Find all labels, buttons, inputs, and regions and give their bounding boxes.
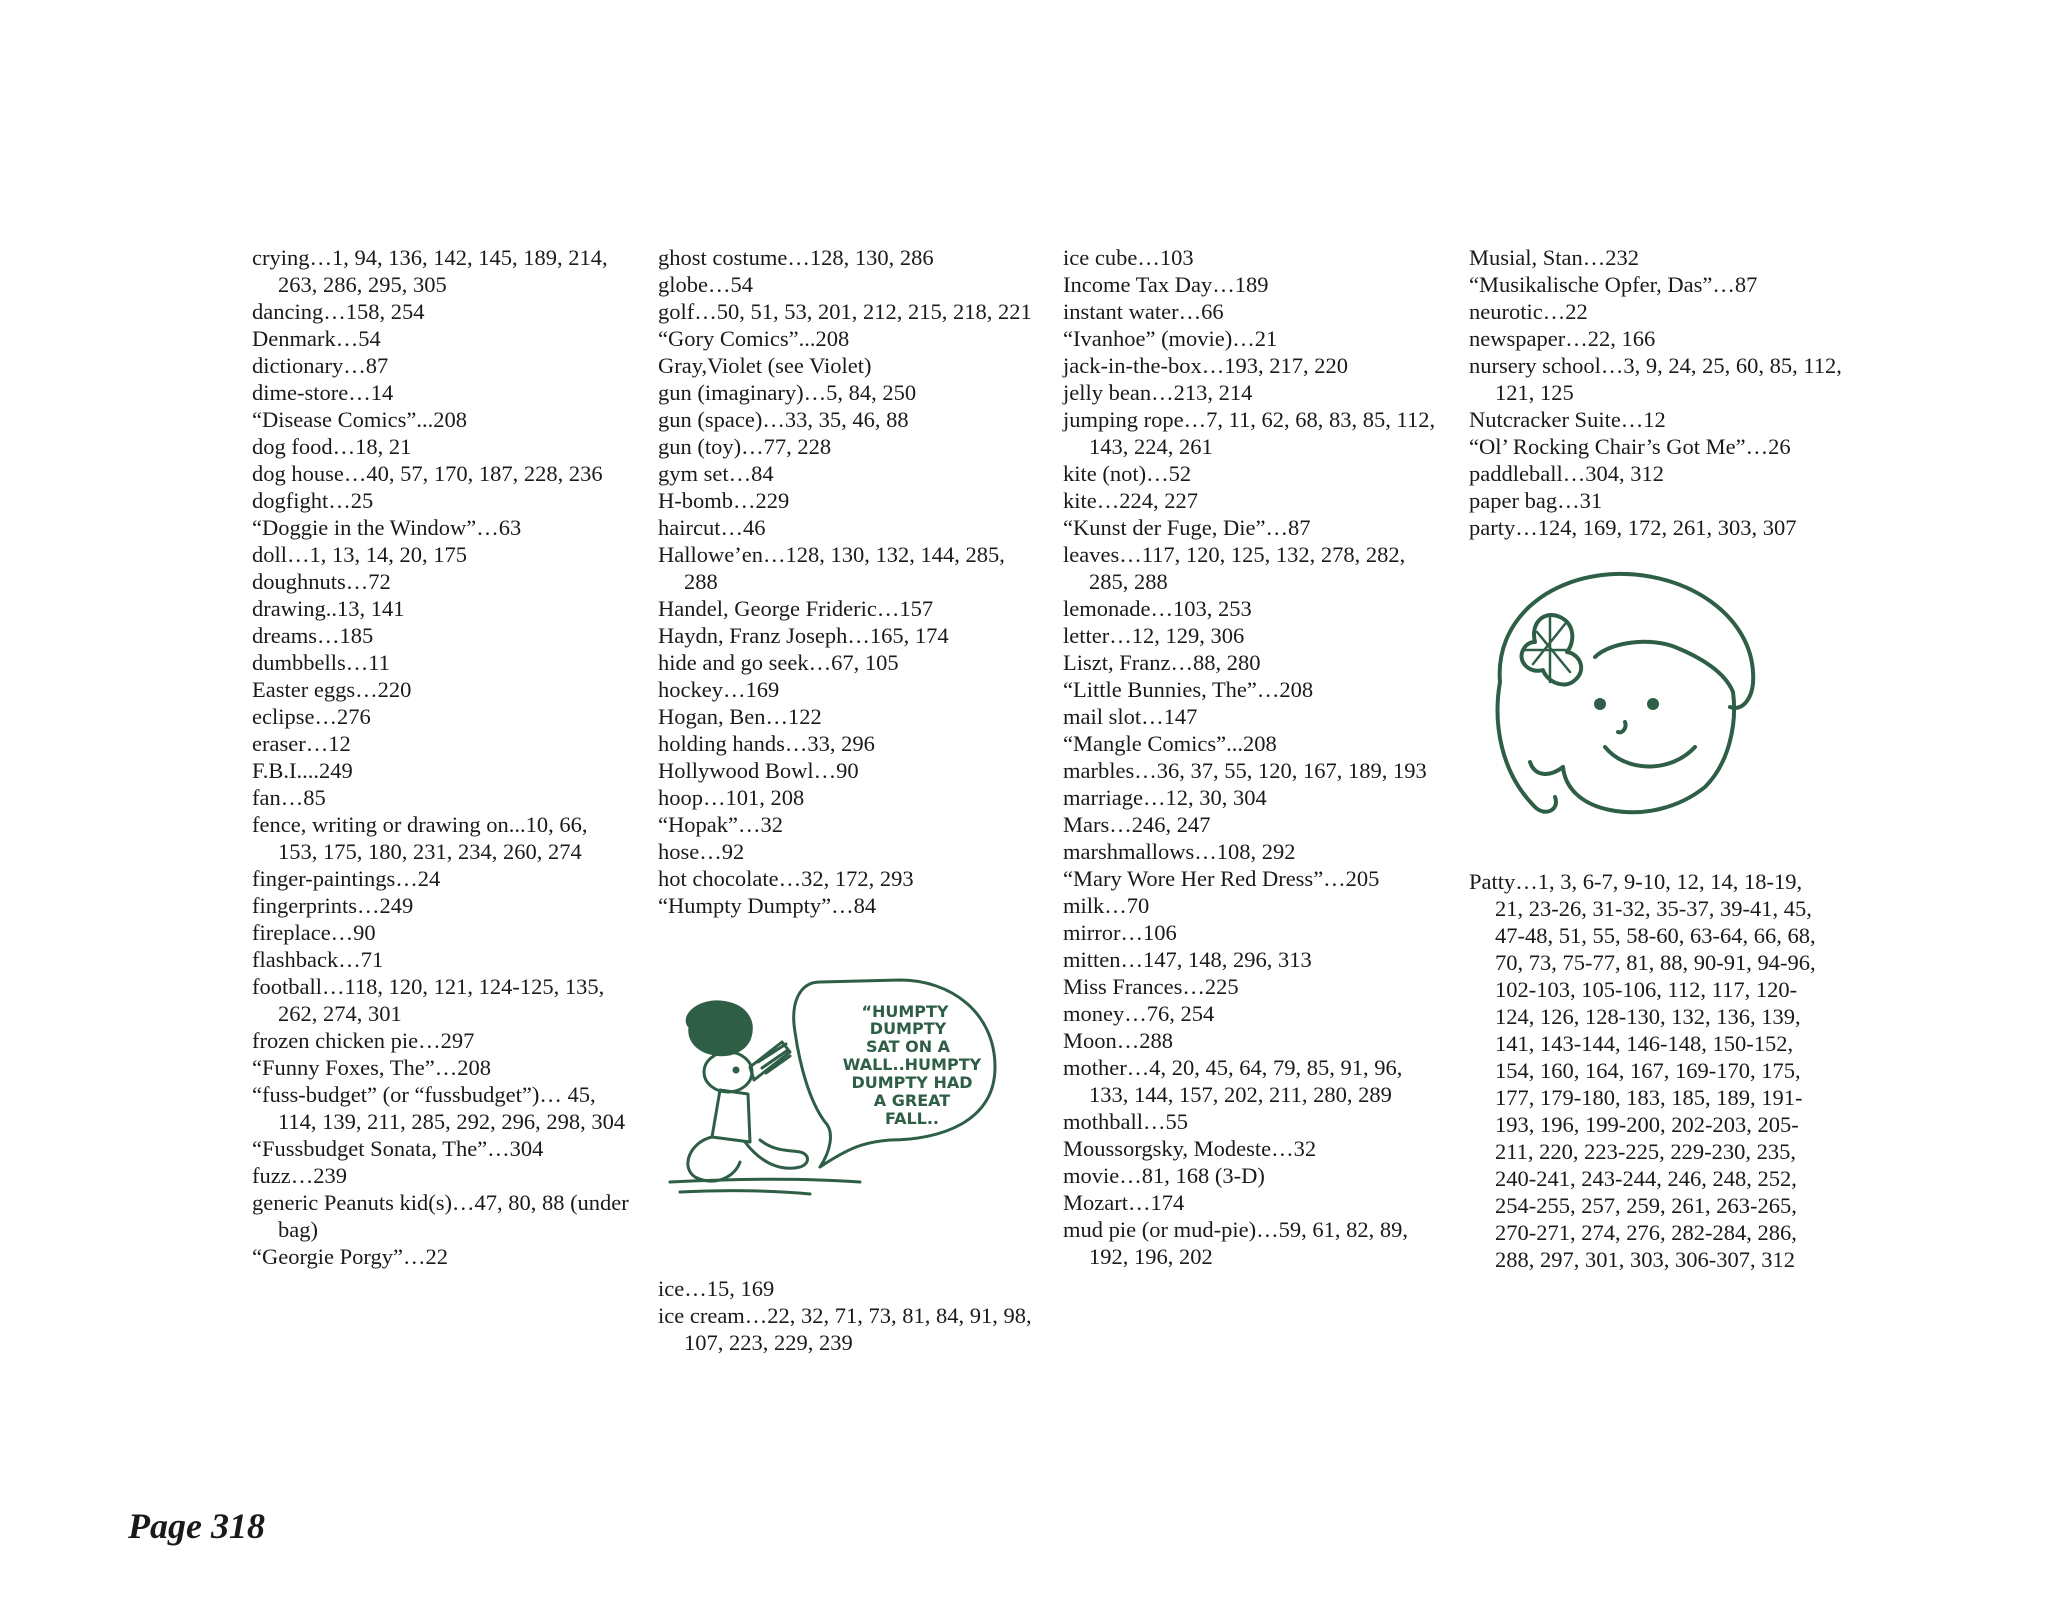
index-entry: Liszt, Franz…88, 280 <box>1063 650 1261 675</box>
index-entry: “Ol’ Rocking Chair’s Got Me”…26 <box>1469 434 1791 459</box>
index-entry: “Disease Comics”...208 <box>252 407 467 432</box>
index-column-2-continued <box>658 1275 1038 1356</box>
index-entry: dog food…18, 21 <box>252 434 412 459</box>
index-entry: Income Tax Day…189 <box>1063 272 1269 297</box>
balloon-line: DUMPTY HAD <box>851 1073 973 1092</box>
index-entry: Denmark…54 <box>252 326 381 351</box>
index-entry: movie…81, 168 (3-D) <box>1063 1163 1265 1188</box>
index-entry: finger-paintings…24 <box>252 866 441 891</box>
index-entry: fingerprints…249 <box>252 893 414 918</box>
index-entry: dumbbells…11 <box>252 650 390 675</box>
balloon-line: WALL..HUMPTY <box>842 1055 982 1074</box>
index-entry: “Ivanhoe” (movie)…21 <box>1063 326 1278 351</box>
index-entry: paddleball…304, 312 <box>1469 461 1664 486</box>
page-number: Page 318 <box>128 1506 265 1546</box>
index-entry: haircut…46 <box>658 515 766 540</box>
index-entry: “fuss-budget” (or “fussbudget”)… 45, 114, 139, 211, 285, 292, 296, 298, 304 <box>252 1082 626 1134</box>
index-entry: flashback…71 <box>252 947 384 972</box>
index-entry: ice…15, 169 <box>658 1276 775 1301</box>
index-entry: globe…54 <box>658 272 753 297</box>
index-entry: fan…85 <box>252 785 326 810</box>
index-entry: “Georgie Porgy”…22 <box>252 1244 449 1269</box>
index-entry: dictionary…87 <box>252 353 389 378</box>
index-entry: eraser…12 <box>252 731 351 756</box>
index-entry: generic Peanuts kid(s)…47, 80, 88 (under bag) <box>252 1190 629 1242</box>
index-entry: Moussorgsky, Modeste…32 <box>1063 1136 1317 1161</box>
index-entry: Handel, George Frideric…157 <box>658 596 934 621</box>
index-entry: Mozart…174 <box>1063 1190 1185 1215</box>
index-entry: eclipse…276 <box>252 704 371 729</box>
index-entry: Hollywood Bowl…90 <box>658 758 859 783</box>
index-entry: hide and go seek…67, 105 <box>658 650 899 675</box>
index-entry: jumping rope…7, 11, 62, 68, 83, 85, 112, 143, 224, 261 <box>1063 407 1436 459</box>
index-entry: instant water…66 <box>1063 299 1224 324</box>
index-entry: dancing…158, 254 <box>252 299 425 324</box>
index-entry: Nutcracker Suite…12 <box>1469 407 1666 432</box>
index-entry: Easter eggs…220 <box>252 677 412 702</box>
index-entry: hoop…101, 208 <box>658 785 805 810</box>
index-entry: hockey…169 <box>658 677 780 702</box>
index-entry: kite…224, 227 <box>1063 488 1198 513</box>
index-entry: golf…50, 51, 53, 201, 212, 215, 218, 221 <box>658 299 1032 324</box>
index-entry: Haydn, Franz Joseph…165, 174 <box>658 623 949 648</box>
index-column-4 <box>1469 244 1849 541</box>
index-entry: newspaper…22, 166 <box>1469 326 1656 351</box>
index-entry: milk…70 <box>1063 893 1150 918</box>
index-entry: drawing..13, 141 <box>252 596 405 621</box>
index-entry: “Little Bunnies, The”…208 <box>1063 677 1314 702</box>
index-entry: Musial, Stan…232 <box>1469 245 1640 270</box>
index-entry: mirror…106 <box>1063 920 1177 945</box>
index-entry: frozen chicken pie…297 <box>252 1028 475 1053</box>
index-entry: paper bag…31 <box>1469 488 1603 513</box>
index-entry: party…124, 169, 172, 261, 303, 307 <box>1469 515 1797 540</box>
patty-face-illustration <box>1475 562 1775 822</box>
balloon-line: DUMPTY <box>869 1019 947 1038</box>
index-entry: doll…1, 13, 14, 20, 175 <box>252 542 468 567</box>
index-entry: Gray,Violet (see Violet) <box>658 353 872 378</box>
index-column-4-continued <box>1469 868 1829 1273</box>
index-entry: fence, writing or drawing on...10, 66, 153, 175, 180, 231, 234, 260, 274 <box>252 812 588 864</box>
balloon-line: “HUMPTY <box>861 1002 949 1021</box>
index-entry: mother…4, 20, 45, 64, 79, 85, 91, 96, 133, 144, 157, 202, 211, 280, 289 <box>1063 1055 1403 1107</box>
lucy-reading-drawing <box>650 972 1010 1222</box>
index-entry: gun (space)…33, 35, 46, 88 <box>658 407 909 432</box>
index-entry: nursery school…3, 9, 24, 25, 60, 85, 112, 121, 125 <box>1469 353 1842 405</box>
index-entry: kite (not)…52 <box>1063 461 1192 486</box>
index-entry: fuzz…239 <box>252 1163 347 1188</box>
index-entry: “Humpty Dumpty”…84 <box>658 893 877 918</box>
index-entry: marbles…36, 37, 55, 120, 167, 189, 193 <box>1063 758 1427 783</box>
index-entry: lemonade…103, 253 <box>1063 596 1252 621</box>
index-entry: hose…92 <box>658 839 745 864</box>
index-entry: “Hopak”…32 <box>658 812 783 837</box>
balloon-line: A GREAT <box>873 1091 951 1110</box>
index-entry: Moon…288 <box>1063 1028 1174 1053</box>
index-entry: marshmallows…108, 292 <box>1063 839 1296 864</box>
index-entry: marriage…12, 30, 304 <box>1063 785 1267 810</box>
index-entry: mud pie (or mud-pie)…59, 61, 82, 89, 192, 196, 202 <box>1063 1217 1408 1269</box>
index-entry: leaves…117, 120, 125, 132, 278, 282, 285, 288 <box>1063 542 1406 594</box>
index-column-2 <box>658 244 1038 919</box>
index-entry: ice cube…103 <box>1063 245 1194 270</box>
index-entry: jelly bean…213, 214 <box>1063 380 1253 405</box>
index-entry: gym set…84 <box>658 461 774 486</box>
index-entry: “Kunst der Fuge, Die”…87 <box>1063 515 1311 540</box>
index-entry: Miss Frances…225 <box>1063 974 1239 999</box>
index-entry: dreams…185 <box>252 623 374 648</box>
patty-face-drawing <box>1475 562 1775 822</box>
index-entry: dime-store…14 <box>252 380 394 405</box>
index-entry: mitten…147, 148, 296, 313 <box>1063 947 1312 972</box>
index-entry: ice cream…22, 32, 71, 73, 81, 84, 91, 98, 107, 223, 229, 239 <box>658 1303 1032 1355</box>
index-entry: ghost costume…128, 130, 286 <box>658 245 934 270</box>
index-entry: “Doggie in the Window”…63 <box>252 515 522 540</box>
index-entry: Hallowe’en…128, 130, 132, 144, 285, 288 <box>658 542 1005 594</box>
balloon-line: SAT ON A <box>865 1037 951 1056</box>
index-entry: fireplace…90 <box>252 920 376 945</box>
index-entry: jack-in-the-box…193, 217, 220 <box>1063 353 1348 378</box>
index-entry: neurotic…22 <box>1469 299 1588 324</box>
index-entry: “Gory Comics”...208 <box>658 326 850 351</box>
index-entry: gun (imaginary)…5, 84, 250 <box>658 380 917 405</box>
index-entry: hot chocolate…32, 172, 293 <box>658 866 914 891</box>
index-entry: “Fussbudget Sonata, The”…304 <box>252 1136 544 1161</box>
index-entry: dogfight…25 <box>252 488 374 513</box>
index-column-1 <box>252 244 632 1270</box>
index-entry: “Musikalische Opfer, Das”…87 <box>1469 272 1758 297</box>
index-entry: letter…12, 129, 306 <box>1063 623 1245 648</box>
index-column-3 <box>1063 244 1443 1270</box>
index-entry: H-bomb…229 <box>658 488 790 513</box>
index-entry: Mars…246, 247 <box>1063 812 1211 837</box>
index-entry: Hogan, Ben…122 <box>658 704 822 729</box>
lucy-humpty-dumpty-illustration <box>650 972 1010 1222</box>
index-entry: F.B.I....249 <box>252 758 353 783</box>
index-entry: crying…1, 94, 136, 142, 145, 189, 214, 263, 286, 295, 305 <box>252 245 608 297</box>
index-entry: mothball…55 <box>1063 1109 1188 1134</box>
index-entry: doughnuts…72 <box>252 569 391 594</box>
balloon-line: FALL.. <box>884 1109 940 1128</box>
index-entry: “Mangle Comics”...208 <box>1063 731 1277 756</box>
index-entry: dog house…40, 57, 170, 187, 228, 236 <box>252 461 603 486</box>
index-entry: “Mary Wore Her Red Dress”…205 <box>1063 866 1380 891</box>
index-entry: mail slot…147 <box>1063 704 1198 729</box>
index-entry-patty: Patty…1, 3, 6-7, 9-10, 12, 14, 18-19, 21, 23-26, 31-32, 35-37, 39-41, 45, 47-48, 51, 55, 58-60, 63-64, 66, 68, 70, 73, 75-77, 81, 88, 90-91, 94-96, 102-103, 105-106, 112, 117, 120-124, 126, 128-130, 132, 136, 139, 141, 143-144, 146-148, 150-152, 154, 160, 164, 167, 169-170, 175, 177, 179-180, 183, 185, 189, 191-193, 196, 199-200, 202-203, 205-211, 220, 223-225, 229-230, 235, 240-241, 243-244, 246, 248, 252, 254-255, 257, 259, 261, 263-265, 270-271, 274, 276, 282-284, 286, 288, 297, 301, 303, 306-307, 312 <box>1469 869 1816 1272</box>
index-entry: holding hands…33, 296 <box>658 731 875 756</box>
index-entry: gun (toy)…77, 228 <box>658 434 832 459</box>
index-entry: money…76, 254 <box>1063 1001 1215 1026</box>
index-entry: “Funny Foxes, The”…208 <box>252 1055 491 1080</box>
index-entry: football…118, 120, 121, 124-125, 135, 262, 274, 301 <box>252 974 605 1026</box>
